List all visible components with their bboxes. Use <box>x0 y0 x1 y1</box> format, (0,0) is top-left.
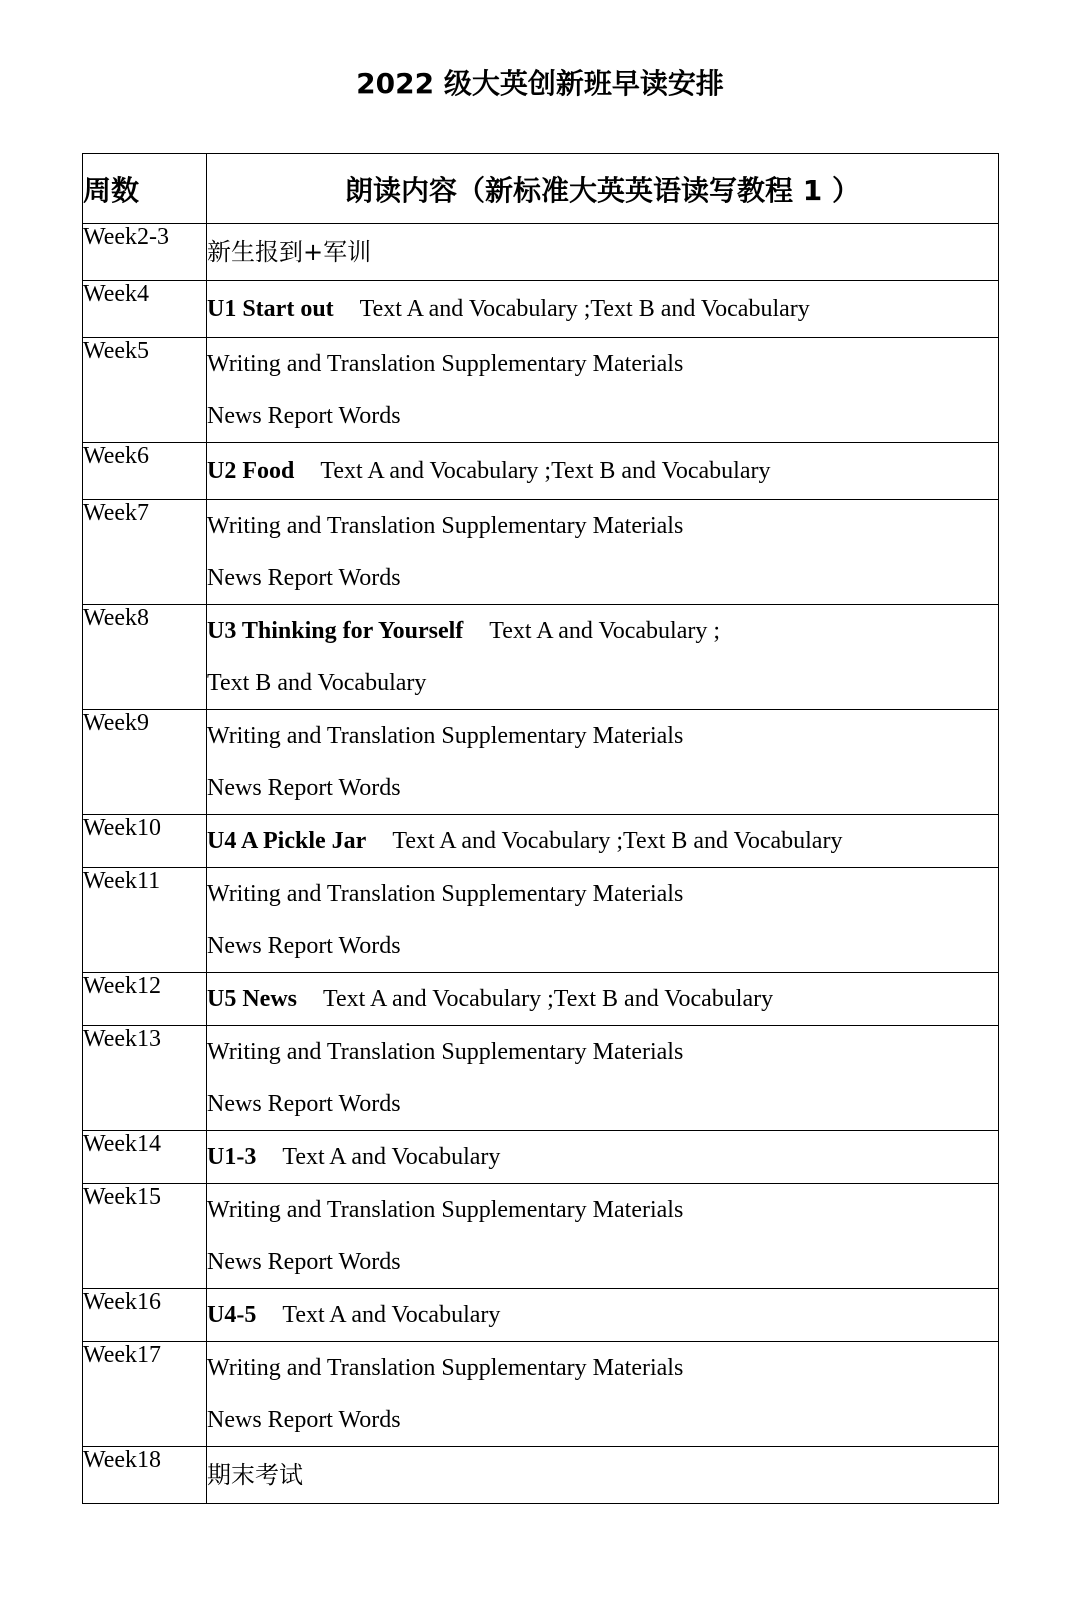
content-text: Writing and Translation Supplementary Materials <box>207 1355 684 1381</box>
content-text: Text A and Vocabulary ;Text B and Vocabulary <box>392 828 843 854</box>
week-cell: Week4 <box>83 281 207 338</box>
content-cell <box>207 338 999 443</box>
week-cell: Week10 <box>83 815 207 868</box>
table-row <box>83 710 999 815</box>
content-cell <box>207 710 999 815</box>
content-text: News Report Words <box>207 1407 401 1433</box>
content-text: Writing and Translation Supplementary Materials <box>207 723 684 749</box>
unit-label: U1-3 <box>207 1144 257 1170</box>
content-text: News Report Words <box>207 403 401 429</box>
week-cell: Week2-3 <box>83 224 207 281</box>
week-cell: Week14 <box>83 1131 207 1184</box>
week-cell: Week16 <box>83 1289 207 1342</box>
content-text: Text A and Vocabulary ;Text B and Vocabulary <box>323 986 774 1012</box>
content-text: News Report Words <box>207 933 401 959</box>
content-text: Writing and Translation Supplementary Materials <box>207 881 684 907</box>
week-cell: Week17 <box>83 1342 207 1447</box>
table-row <box>83 605 999 710</box>
unit-label: U4-5 <box>207 1302 257 1328</box>
content-line <box>207 1184 998 1236</box>
week-cell: Week18 <box>83 1447 207 1504</box>
table-row <box>83 1342 999 1447</box>
content-text: 期末考试 <box>207 1461 303 1489</box>
unit-label: U1 Start out <box>207 296 334 322</box>
table-row <box>83 500 999 605</box>
content-cell <box>207 1026 999 1131</box>
content-text: News Report Words <box>207 775 401 801</box>
table-row <box>83 281 999 338</box>
content-text: Writing and Translation Supplementary Materials <box>207 1197 684 1223</box>
content-line <box>207 224 998 280</box>
content-text: Text A and Vocabulary <box>282 1302 501 1328</box>
content-text: News Report Words <box>207 1091 401 1117</box>
content-line <box>207 1289 998 1341</box>
content-cell <box>207 815 999 868</box>
table-row <box>83 815 999 868</box>
content-line <box>207 605 998 657</box>
content-line <box>207 281 998 337</box>
content-text: News Report Words <box>207 565 401 591</box>
unit-label: U2 Food <box>207 458 295 484</box>
table-row <box>83 1026 999 1131</box>
content-text: Text A and Vocabulary ;Text B and Vocabulary <box>320 458 771 484</box>
table-header-row <box>83 154 999 224</box>
content-cell <box>207 868 999 973</box>
content-cell <box>207 1342 999 1447</box>
table-row <box>83 1447 999 1504</box>
week-cell: Week15 <box>83 1184 207 1289</box>
content-cell <box>207 973 999 1026</box>
week-cell: Week12 <box>83 973 207 1026</box>
table-row <box>83 1184 999 1289</box>
content-cell <box>207 1131 999 1184</box>
schedule-table <box>82 153 999 1504</box>
content-cell <box>207 1184 999 1289</box>
table-row <box>83 224 999 281</box>
schedule-rows <box>83 224 999 1504</box>
content-line <box>207 920 998 972</box>
week-cell: Week7 <box>83 500 207 605</box>
content-line <box>207 1447 998 1503</box>
content-text: News Report Words <box>207 1249 401 1275</box>
content-cell <box>207 224 999 281</box>
week-cell: Week5 <box>83 338 207 443</box>
content-text: Writing and Translation Supplementary Materials <box>207 351 684 377</box>
content-text: Text A and Vocabulary ;Text B and Vocabulary <box>359 296 810 322</box>
content-line <box>207 973 998 1025</box>
week-cell: Week6 <box>83 443 207 500</box>
content-cell <box>207 1447 999 1504</box>
table-row <box>83 868 999 973</box>
content-cell <box>207 605 999 710</box>
content-cell <box>207 443 999 500</box>
content-line <box>207 762 998 814</box>
content-text: Text B and Vocabulary <box>207 670 427 696</box>
week-cell: Week9 <box>83 710 207 815</box>
table-row <box>83 338 999 443</box>
content-cell <box>207 1289 999 1342</box>
content-text: Writing and Translation Supplementary Materials <box>207 1039 684 1065</box>
content-line <box>207 1078 998 1130</box>
unit-label: U5 News <box>207 986 297 1012</box>
table-row <box>83 973 999 1026</box>
header-content: 朗读内容（新标准大英英语读写教程 1 ） <box>207 154 999 224</box>
header-week: 周数 <box>83 154 207 224</box>
content-line <box>207 815 998 867</box>
page-title: 2022 级大英创新班早读安排 <box>356 67 724 100</box>
content-line <box>207 868 998 920</box>
content-line <box>207 338 998 390</box>
unit-label: U3 Thinking for Yourself <box>207 618 464 644</box>
content-line <box>207 552 998 604</box>
content-line <box>207 710 998 762</box>
content-text: 新生报到+军训 <box>207 238 372 266</box>
table-row <box>83 1131 999 1184</box>
week-cell: Week11 <box>83 868 207 973</box>
unit-label: U4 A Pickle Jar <box>207 828 367 854</box>
content-line <box>207 1131 998 1183</box>
content-line <box>207 1342 998 1394</box>
content-line <box>207 657 998 709</box>
content-text: Text A and Vocabulary ; <box>489 618 721 644</box>
content-cell <box>207 281 999 338</box>
week-cell: Week8 <box>83 605 207 710</box>
content-line <box>207 390 998 442</box>
content-text: Writing and Translation Supplementary Materials <box>207 513 684 539</box>
table-row <box>83 1289 999 1342</box>
content-line <box>207 1394 998 1446</box>
content-line <box>207 1026 998 1078</box>
content-text: Text A and Vocabulary <box>282 1144 501 1170</box>
content-line <box>207 443 998 499</box>
content-line <box>207 500 998 552</box>
content-cell <box>207 500 999 605</box>
week-cell: Week13 <box>83 1026 207 1131</box>
table-row <box>83 443 999 500</box>
content-line <box>207 1236 998 1288</box>
